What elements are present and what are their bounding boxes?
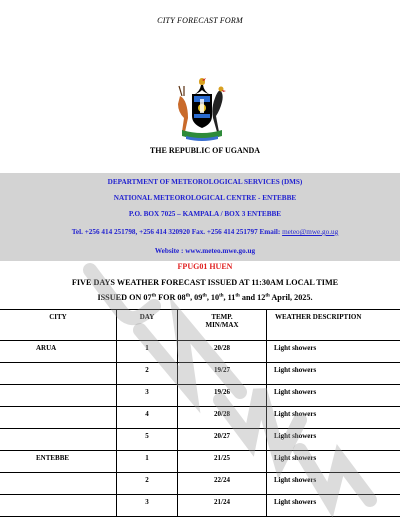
website-line[interactable]: Website : www.meteo.mwe.go.ug <box>154 247 256 255</box>
header-temp: TEMP. MIN/MAX <box>178 310 267 341</box>
city-cell: ENTEBBE <box>0 451 117 473</box>
city-cell <box>0 473 117 495</box>
temp-cell: 20/28 <box>178 407 267 429</box>
table-row <box>0 407 400 429</box>
form-title: CITY FORECAST FORM <box>157 16 243 25</box>
table-row <box>0 495 400 517</box>
forecast-heading: FIVE DAYS WEATHER FORECAST ISSUED AT 11:30AM LOCAL TIME <box>71 278 339 287</box>
header-day: DAY <box>117 310 178 341</box>
day-cell: 2 <box>117 363 178 385</box>
weather-description-cell: Light showers <box>267 385 400 407</box>
weather-description-cell: Light showers <box>267 473 400 495</box>
day-cell: 3 <box>117 495 178 517</box>
postal-address: P.O. BOX 7025 – KAMPALA / BOX 3 ENTEBBE <box>128 210 282 218</box>
weather-description-cell: Light showers <box>267 429 400 451</box>
temp-cell: 20/27 <box>178 429 267 451</box>
issue-dates: ISSUED ON 07th FOR 08th, 09th, 10th, 11th and 12th April, 2025. <box>97 293 313 302</box>
table-row <box>0 363 400 385</box>
day-cell: 1 <box>117 341 178 363</box>
forecast-table <box>0 309 400 517</box>
contact-line <box>0 228 400 236</box>
table-row <box>0 473 400 495</box>
email-link[interactable]: meteo@mwe.go.ug <box>282 228 339 236</box>
day-cell: 3 <box>117 385 178 407</box>
city-cell <box>0 429 117 451</box>
city-cell <box>0 385 117 407</box>
temp-cell: 20/28 <box>178 341 267 363</box>
city-cell <box>0 495 117 517</box>
republic-title: THE REPUBLIC OF UGANDA <box>149 146 261 155</box>
table-row <box>0 341 400 363</box>
day-cell: 4 <box>117 407 178 429</box>
table-row <box>0 429 400 451</box>
coat-of-arms-emblem <box>172 76 232 142</box>
header-city: CITY <box>0 310 117 341</box>
weather-description-cell: Light showers <box>267 363 400 385</box>
city-cell <box>0 363 117 385</box>
day-cell: 1 <box>117 451 178 473</box>
day-cell: 5 <box>117 429 178 451</box>
table-row <box>0 385 400 407</box>
table-header-row <box>0 310 400 341</box>
weather-description-cell: Light showers <box>267 451 400 473</box>
temp-cell: 22/24 <box>178 473 267 495</box>
weather-description-cell: Light showers <box>267 407 400 429</box>
day-cell: 2 <box>117 473 178 495</box>
temp-cell: 21/24 <box>178 495 267 517</box>
header-weather-description: WEATHER DESCRIPTION <box>267 310 400 341</box>
centre-name: NATIONAL METEOROLOGICAL CENTRE - ENTEBBE <box>113 194 297 202</box>
temp-cell: 19/27 <box>178 363 267 385</box>
city-cell <box>0 407 117 429</box>
temp-cell: 21/25 <box>178 451 267 473</box>
temp-cell: 19/26 <box>178 385 267 407</box>
table-row <box>0 451 400 473</box>
department-name: DEPARTMENT OF METEOROLOGICAL SERVICES (DMS) <box>107 178 303 186</box>
forecast-code: FPUG01 HUEN <box>177 262 233 271</box>
weather-description-cell: Light showers <box>267 341 400 363</box>
city-cell: ARUA <box>0 341 117 363</box>
weather-description-cell: Light showers <box>267 495 400 517</box>
contact-phone-fax: Tel. +256 414 251798, +256 414 320920 Fax. +256 414 251797 Email: <box>71 228 283 236</box>
